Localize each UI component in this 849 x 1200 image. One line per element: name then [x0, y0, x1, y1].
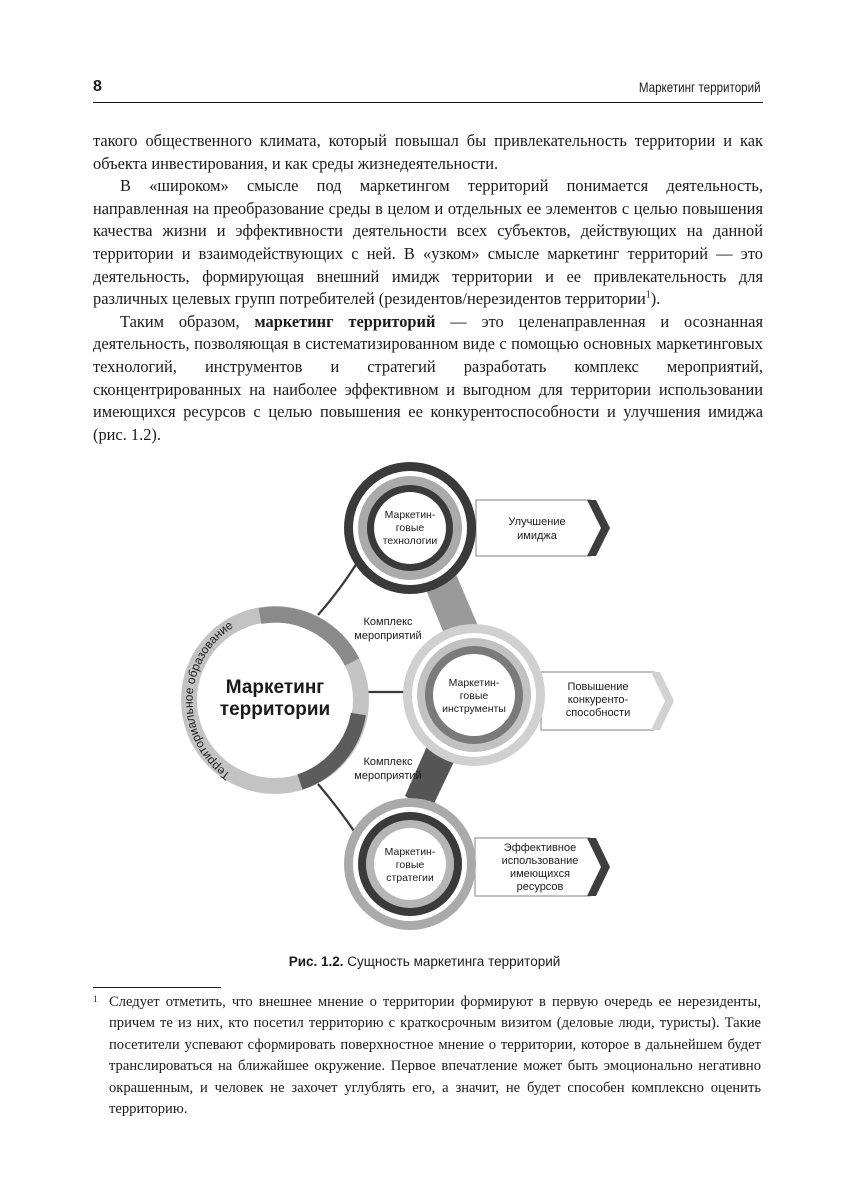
- footnote-rule: [93, 987, 221, 988]
- output-image-line2: имиджа: [517, 530, 557, 542]
- strategies-line1: Маркетин-: [384, 846, 436, 858]
- instruments-line1: Маркетин-: [448, 677, 500, 689]
- complex-top-line1: Комплекс: [363, 616, 413, 628]
- paragraph-3-start: Таким образом,: [120, 311, 255, 331]
- running-title: Маркетинг территорий: [639, 80, 761, 95]
- caption-label: Рис. 1.2.: [288, 954, 344, 969]
- page-number: 8: [93, 78, 102, 95]
- output-competitiveness-line2: конкуренто-: [567, 694, 629, 706]
- caption-text: Сущность маркетинга территорий: [343, 954, 561, 969]
- instruments-line3: инструменты: [442, 703, 506, 715]
- technologies-line2: говые: [395, 522, 425, 534]
- paragraph-1: такого общественного климата, который повышал бы привлекательность территории и как объекта инвестирования, и как среды жизнедеятельности.: [93, 131, 763, 173]
- output-resources-line3: имеющихся: [509, 868, 571, 880]
- complex-bottom-line1: Комплекс: [363, 756, 413, 768]
- footnote-marker: 1: [93, 994, 98, 1004]
- strategies-line3: стратегии: [386, 872, 434, 884]
- output-resources-line4: ресурсов: [516, 881, 564, 893]
- output-competitiveness-line1: Повышение: [567, 681, 629, 693]
- technologies-line1: Маркетин-: [384, 509, 436, 521]
- output-competitiveness-line3: способности: [565, 707, 631, 719]
- strategies-line2: говые: [395, 859, 425, 871]
- arrow-image: [476, 500, 610, 556]
- paragraph-2-text: В «широком» смысле под маркетингом территорий понимается деятельность, направленная на преобразование среды в целом и отдельных ее элементов с целью повышения качества жизни и эффективности деятельности всех субъектов, действующих на данной территории и взаимодействующих с ней. В «узком» смысле маркетинг территорий — это деятельность, формирующая внешний имидж территории и ее привлекательность для различных целевых групп потребителей (резидентов/нерезидентов территории: [93, 176, 763, 309]
- territorial-unit-arc-label: Территориальное образование: [181, 617, 236, 784]
- paragraph-2: [93, 175, 763, 311]
- body-text: [93, 130, 763, 446]
- paragraph-3: [93, 311, 763, 447]
- figure-caption: [0, 954, 849, 969]
- footnote-reference[interactable]: 1: [645, 289, 651, 301]
- output-resources-line1: Эффективное: [503, 842, 577, 854]
- term-bold: маркетинг территорий: [254, 311, 436, 331]
- technologies-line3: технологии: [382, 535, 438, 547]
- center-title-line2: территории: [219, 699, 331, 720]
- footnote-text: Следует отметить, что внешнее мнение о территории формируют в первую очередь ее нерезиденты, причем те из них, кто посетил территорию с краткосрочным визитом (деловые люди, туристы). Такие посетители успевают сформировать поверхностное мнение о территории, которое в дальнейшем будет транслироваться на ближайшее окружение. Первое впечатление может быть эмоционально негативно окрашенным, и человек не захочет углублять его, а значит, не будет способен комплексно оценить территорию.: [109, 994, 761, 1118]
- output-resources-line2: использование: [501, 855, 579, 867]
- complex-top-line2: мероприятий: [354, 630, 422, 642]
- output-image-line1: Улучшение: [508, 516, 566, 528]
- center-title-line1: Маркетинг: [225, 677, 325, 698]
- running-header: [93, 74, 763, 103]
- complex-bottom-line2: мероприятий: [354, 770, 422, 782]
- paragraph-3-rest: — это целенаправленная и осознанная деятельность, позволяющая в систематизированном виде с помощью основных маркетинговых технологий, инструментов и стратегий разработать комплекс мероприятий, сконцентрированных на наиболее эффективном и выгодном для территории использовании имеющихся ресурсов с целью повышения ее конкурентоспособности и улучшения имиджа (рис. 1.2).: [93, 311, 763, 444]
- territory-marketing-diagram: [0, 455, 849, 950]
- instruments-line2: говые: [459, 690, 489, 702]
- paragraph-2-end: ).: [650, 289, 661, 309]
